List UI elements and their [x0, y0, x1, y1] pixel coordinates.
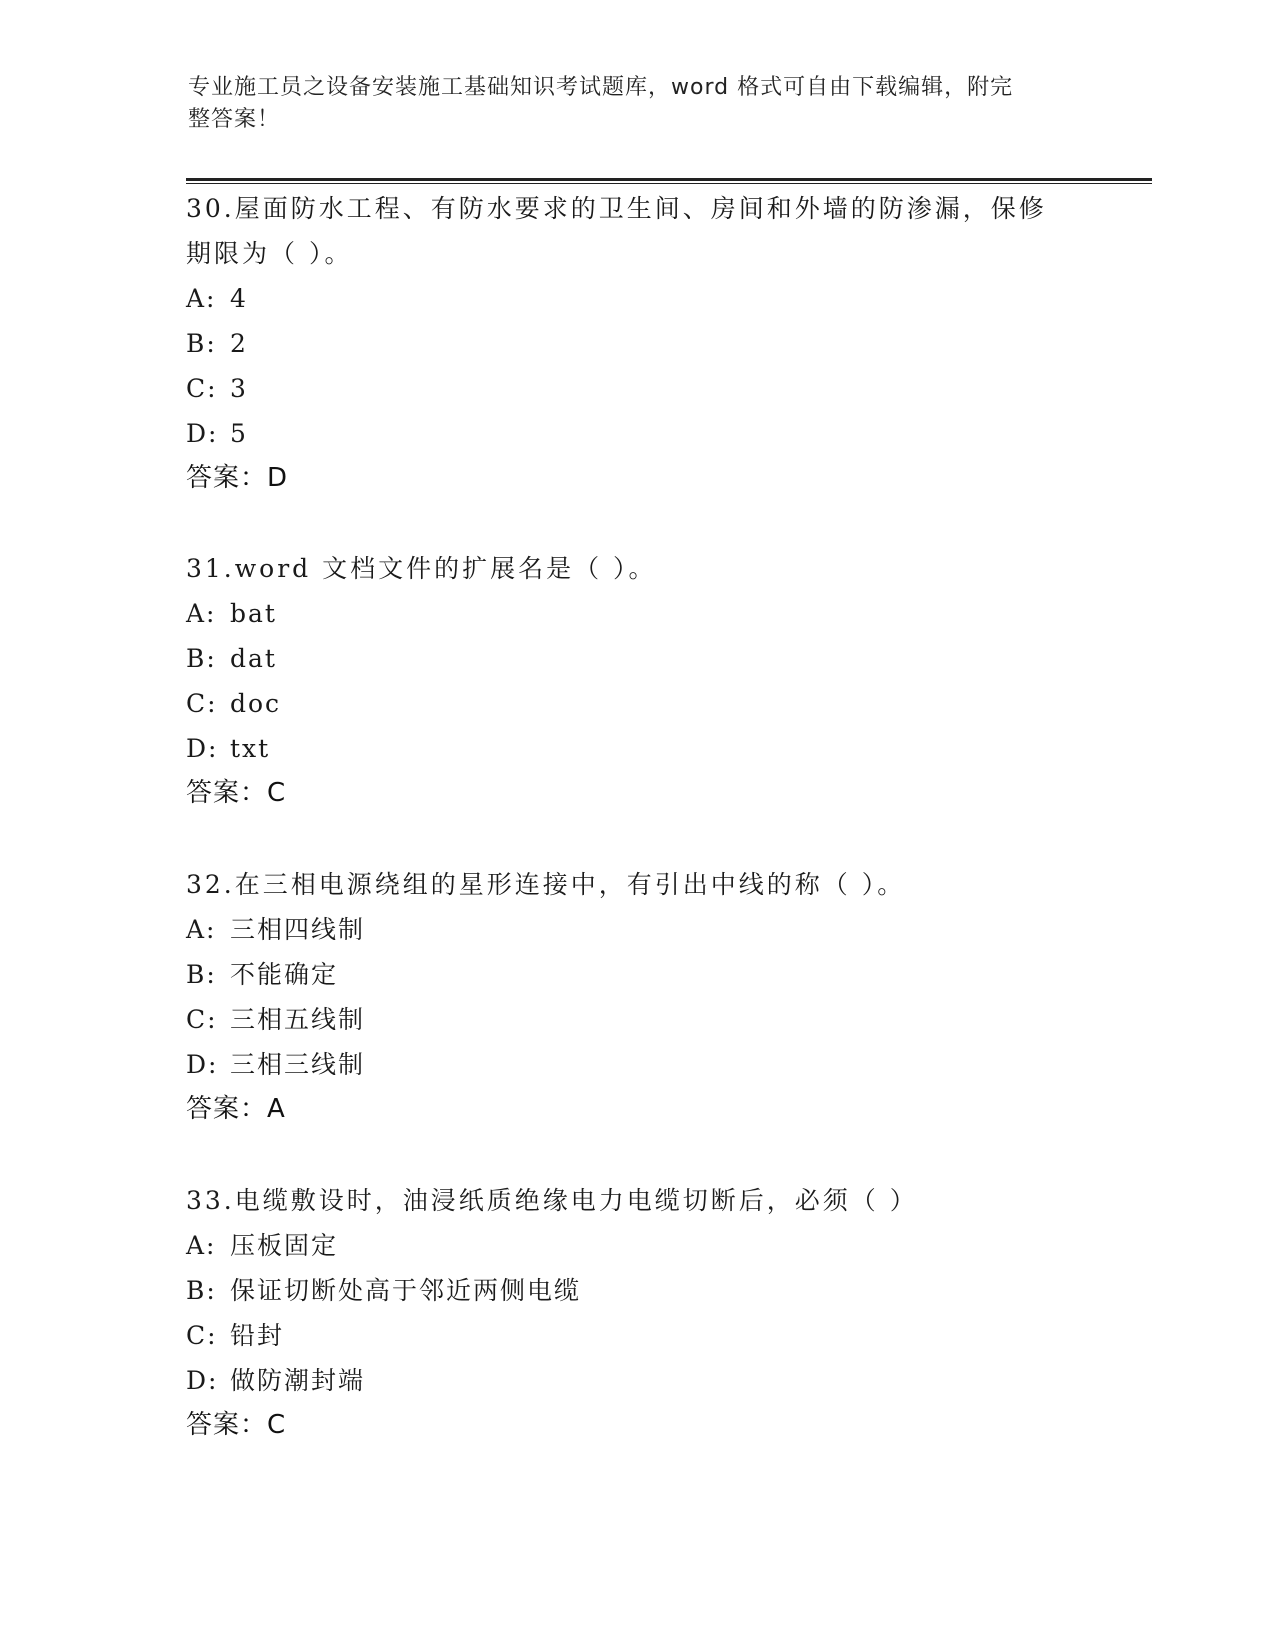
option-label: D: — [186, 1050, 219, 1079]
option-text: 压板固定 — [230, 1231, 339, 1260]
option-label: C: — [186, 689, 218, 718]
question-text: 30.屋面防水工程、有防水要求的卫生间、房间和外墙的防渗漏，保修 — [186, 194, 1047, 223]
option-a — [186, 276, 1086, 321]
option-text: 3 — [230, 374, 248, 403]
option-text: 铅封 — [230, 1321, 285, 1350]
option-b — [186, 321, 1086, 366]
answer: 答案：A — [186, 1094, 286, 1124]
option-label: D: — [186, 419, 219, 448]
question-30 — [186, 186, 1086, 501]
option-text: 做防潮封端 — [230, 1366, 366, 1395]
option-text: dat — [230, 644, 277, 673]
header-line-2: 整答案！ — [188, 107, 281, 132]
option-label: A: — [186, 915, 217, 944]
option-a — [186, 907, 1086, 952]
option-text: 4 — [230, 284, 248, 313]
document-header — [188, 72, 1068, 136]
question-text: 32.在三相电源绕组的星形连接中，有引出中线的称（ ）。 — [186, 870, 906, 899]
question-text: 33.电缆敷设时，油浸纸质绝缘电力电缆切断后，必须（ ） — [186, 1186, 918, 1215]
option-label: B: — [186, 960, 217, 989]
option-label: B: — [186, 329, 217, 358]
answer: 答案：C — [186, 778, 287, 808]
option-a — [186, 1223, 1086, 1268]
option-b — [186, 636, 1086, 681]
option-label: C: — [186, 1005, 218, 1034]
option-text: 2 — [230, 329, 248, 358]
option-text: bat — [230, 599, 277, 628]
option-label: A: — [186, 284, 217, 313]
answer: 答案：D — [186, 463, 289, 493]
option-text: 三相五线制 — [230, 1005, 366, 1034]
option-b — [186, 952, 1086, 997]
option-d — [186, 1042, 1086, 1087]
option-label: B: — [186, 644, 217, 673]
option-a — [186, 591, 1086, 636]
option-text: doc — [230, 689, 282, 718]
question-text: 31.word 文档文件的扩展名是（ ）。 — [186, 554, 657, 583]
option-text: 不能确定 — [230, 960, 339, 989]
option-c — [186, 1313, 1086, 1358]
header-divider-thin — [186, 183, 1152, 184]
option-c — [186, 366, 1086, 411]
option-label: D: — [186, 1366, 219, 1395]
option-text: 三相四线制 — [230, 915, 366, 944]
option-label: C: — [186, 1321, 218, 1350]
option-b — [186, 1268, 1086, 1313]
option-d — [186, 1358, 1086, 1403]
question-text-continued: 期限为（ ）。 — [186, 239, 353, 268]
option-c — [186, 681, 1086, 726]
option-label: C: — [186, 374, 218, 403]
option-text: txt — [230, 734, 271, 763]
option-label: B: — [186, 1276, 217, 1305]
option-label: A: — [186, 1231, 217, 1260]
option-text: 保证切断处高于邻近两侧电缆 — [230, 1276, 582, 1305]
question-33 — [186, 1178, 1086, 1448]
answer: 答案：C — [186, 1410, 287, 1440]
option-label: A: — [186, 599, 217, 628]
option-c — [186, 997, 1086, 1042]
question-31 — [186, 546, 1086, 816]
option-d — [186, 411, 1086, 456]
option-text: 5 — [230, 419, 248, 448]
question-32 — [186, 862, 1086, 1132]
option-d — [186, 726, 1086, 771]
header-line-1: 专业施工员之设备安装施工基础知识考试题库，word 格式可自由下载编辑，附完 — [188, 75, 1014, 100]
option-label: D: — [186, 734, 219, 763]
header-divider-thick — [186, 178, 1152, 181]
option-text: 三相三线制 — [230, 1050, 366, 1079]
